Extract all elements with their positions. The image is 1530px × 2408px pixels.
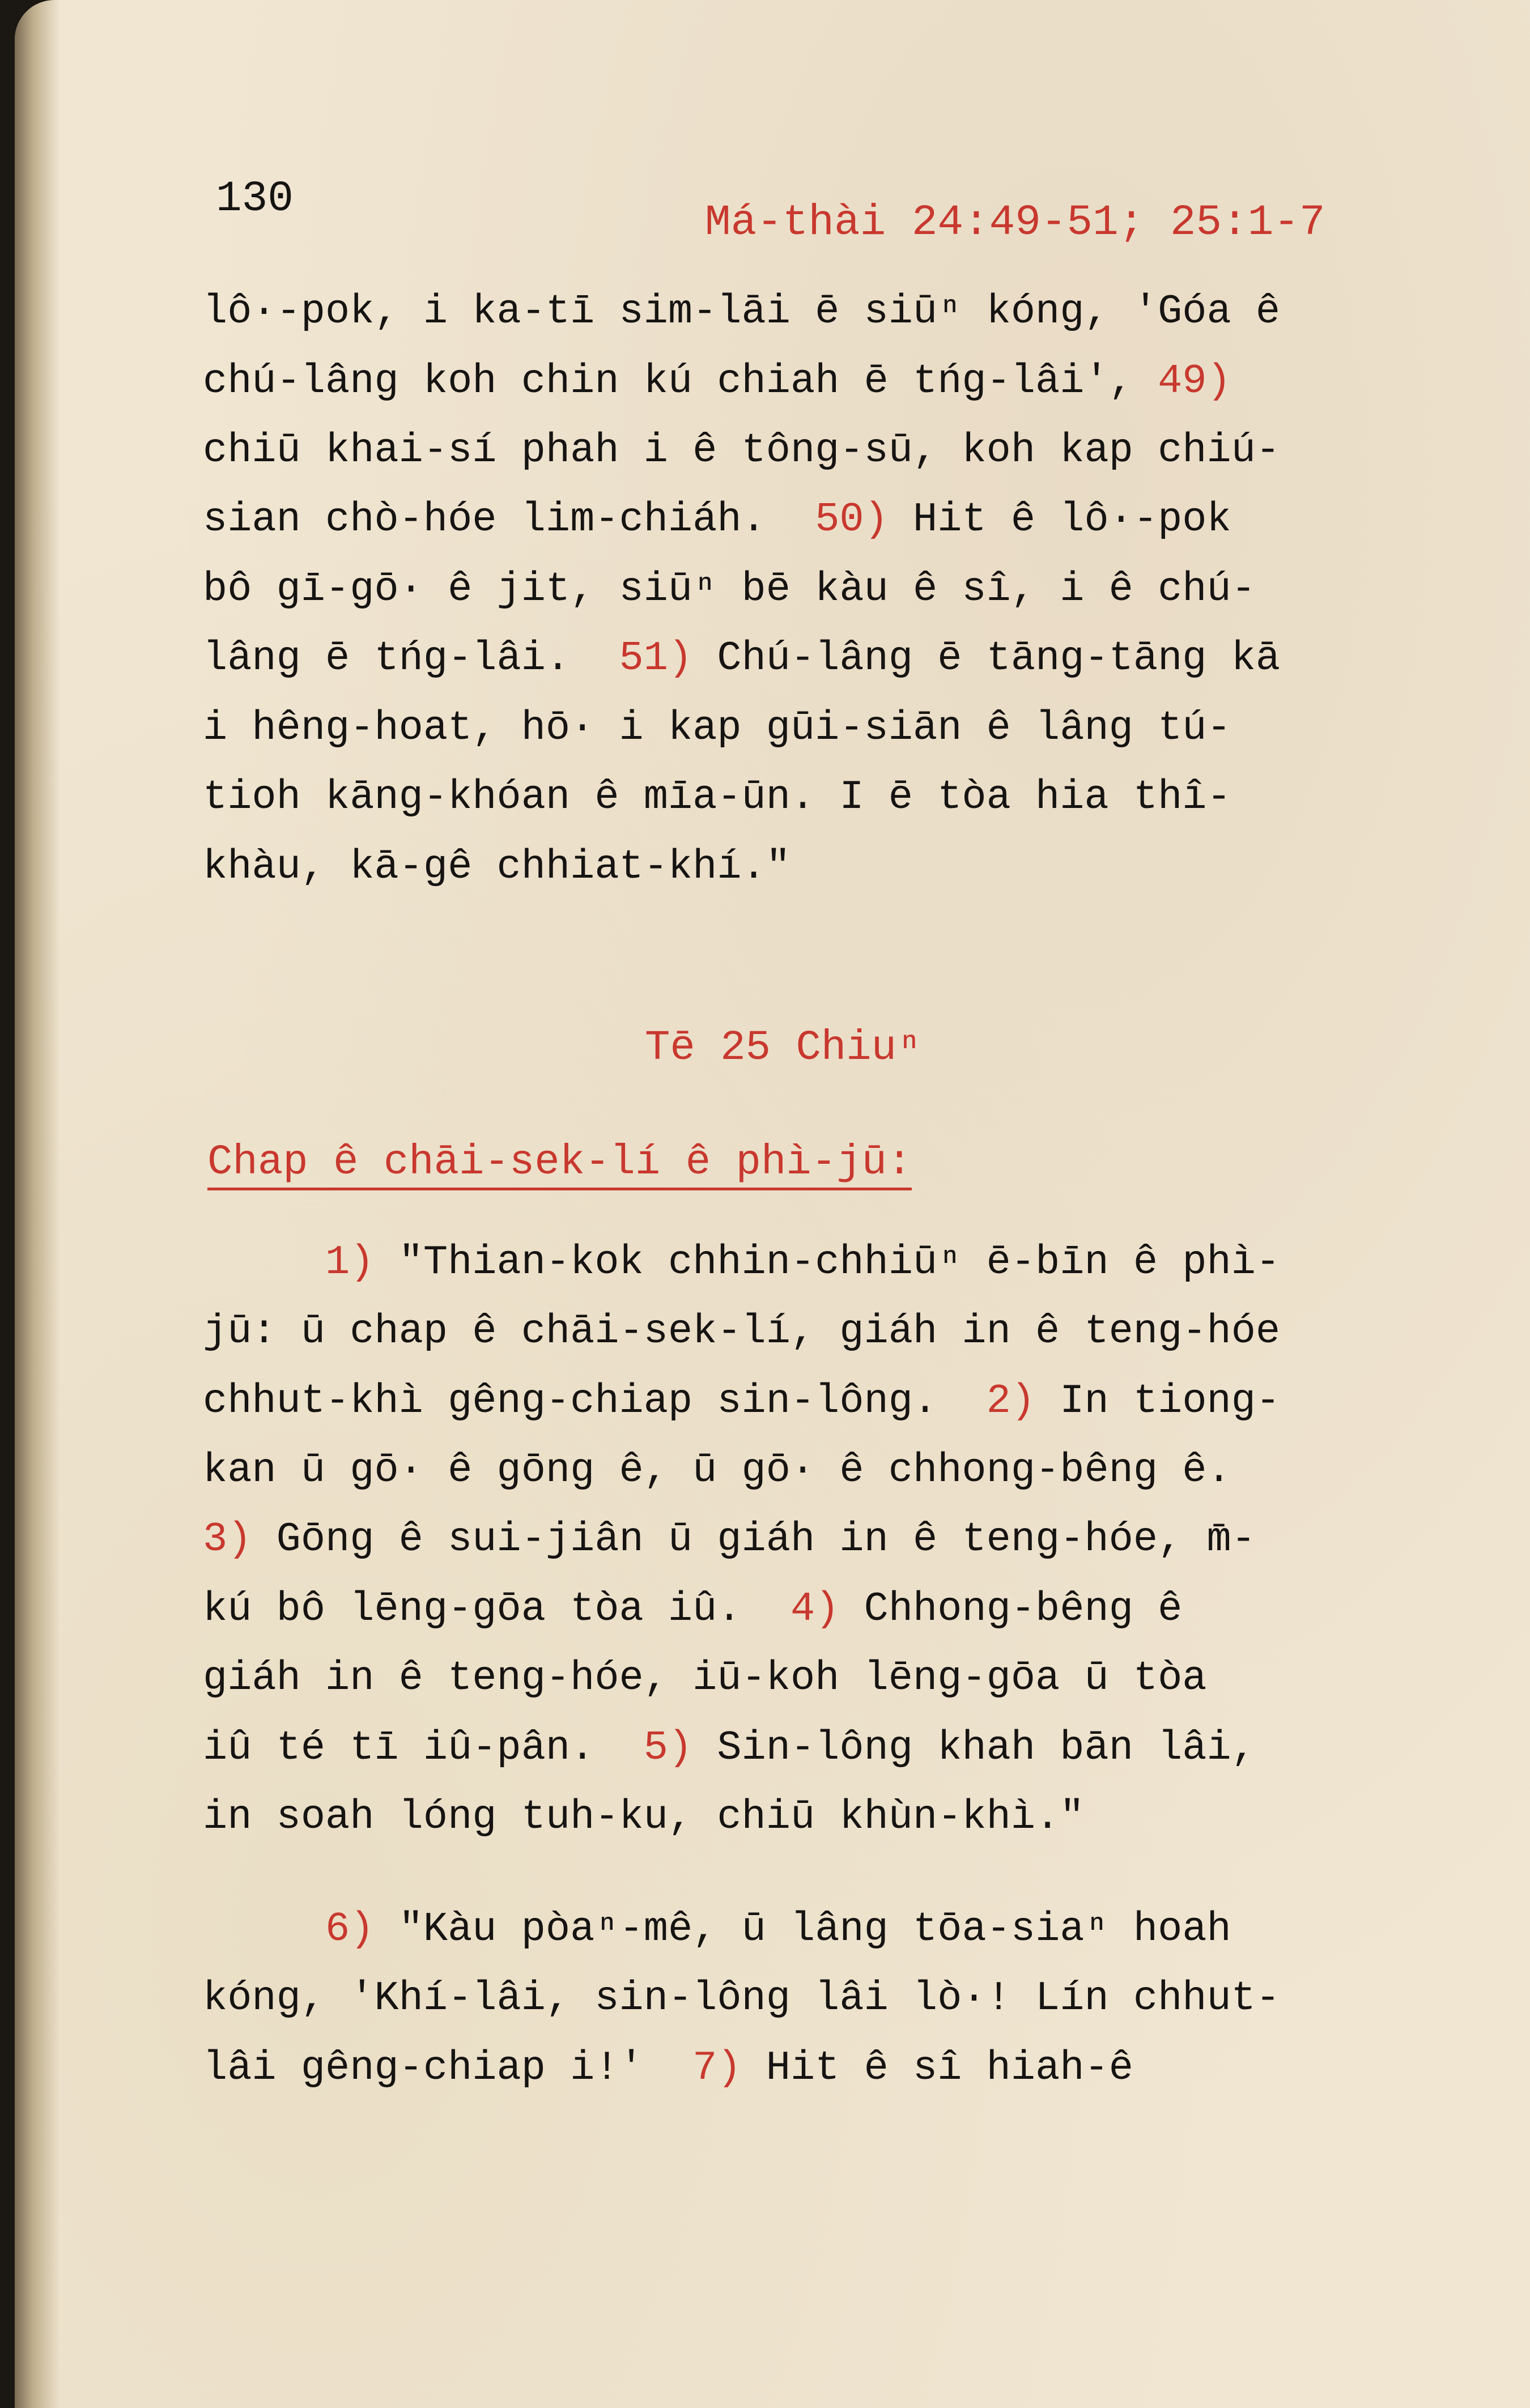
text-line: lâng ē tńg-lâi. 51) Chú-lâng ē tāng-tāng kā xyxy=(203,635,1281,682)
text-line: giáh in ê teng-hóe, iū-koh lēng-gōa ū tòa xyxy=(203,1655,1207,1701)
text-line: kóng, 'Khí-lâi, sin-lông lâi lò·! Lín chhut- xyxy=(203,1975,1281,2022)
text-line: lâi gêng-chiap i!' 7) Hit ê sî hiah-ê xyxy=(203,2045,1133,2091)
verse-number: 2) xyxy=(986,1378,1036,1424)
section-heading: Chap ê chāi-sek-lí ê phì-jū: xyxy=(207,1139,912,1190)
text-line: 6) "Kàu pòaⁿ-mê, ū lâng tōa-siaⁿ hoah xyxy=(325,1906,1231,1952)
text-line: 3) Gōng ê sui-jiân ū giáh in ê teng-hóe, m̄- xyxy=(203,1516,1256,1563)
text-line: chú-lâng koh chin kú chiah ē tńg-lâi', 49) xyxy=(203,358,1231,405)
text-line: i hêng-hoat, hō· i kap gūi-siān ê lâng tú- xyxy=(203,705,1231,751)
page-number: 130 xyxy=(216,175,294,223)
verse-number: 4) xyxy=(790,1586,840,1632)
verse-number: 49) xyxy=(1158,358,1231,405)
verse-number: 6) xyxy=(325,1906,375,1952)
text-line: lô·-pok, i ka-tī sim-lāi ē siūⁿ kóng, 'Góa ê xyxy=(203,288,1281,335)
verse-number: 7) xyxy=(692,2045,742,2091)
verse-number: 51) xyxy=(619,635,693,682)
text-line: chhut-khì gêng-chiap sin-lông. 2) In tiong- xyxy=(203,1378,1281,1424)
text-line: kú bô lēng-gōa tòa iû. 4) Chhong-bêng ê xyxy=(203,1586,1183,1632)
verse-number: 5) xyxy=(643,1725,693,1771)
text-line: in soah lóng tuh-ku, chiū khùn-khì." xyxy=(203,1794,1085,1840)
verse-number: 50) xyxy=(815,496,889,543)
chapter-heading: Tē 25 Chiuⁿ xyxy=(645,1024,922,1072)
text-line: 1) "Thian-kok chhin-chhiūⁿ ē-bīn ê phì- xyxy=(325,1239,1281,1286)
text-line: jū: ū chap ê chāi-sek-lí, giáh in ê teng-hóe xyxy=(203,1308,1281,1355)
text-line: sian chò-hóe lim-chiáh. 50) Hit ê lô·-pok xyxy=(203,496,1231,543)
text-line: chiū khai-sí phah i ê tông-sū, koh kap chiú- xyxy=(203,427,1281,474)
text-line: tioh kāng-khóan ê mīa-ūn. I ē tòa hia thî- xyxy=(203,774,1231,820)
paper-sheet xyxy=(15,0,1530,2408)
text-line: bô gī-gō· ê jit, siūⁿ bē kàu ê sî, i ê chú- xyxy=(203,566,1256,612)
text-line: kan ū gō· ê gōng ê, ū gō· ê chhong-bêng ê. xyxy=(203,1447,1231,1494)
text-line: khàu, kā-gê chhiat-khí." xyxy=(203,844,790,890)
text-line: iû té tī iû-pân. 5) Sin-lông khah bān lâi, xyxy=(203,1725,1256,1771)
verse-number: 3) xyxy=(203,1516,252,1563)
body-text xyxy=(15,0,1530,2408)
verse-number: 1) xyxy=(325,1239,375,1286)
running-title: Má-thài 24:49-51; 25:1-7 xyxy=(705,198,1325,247)
